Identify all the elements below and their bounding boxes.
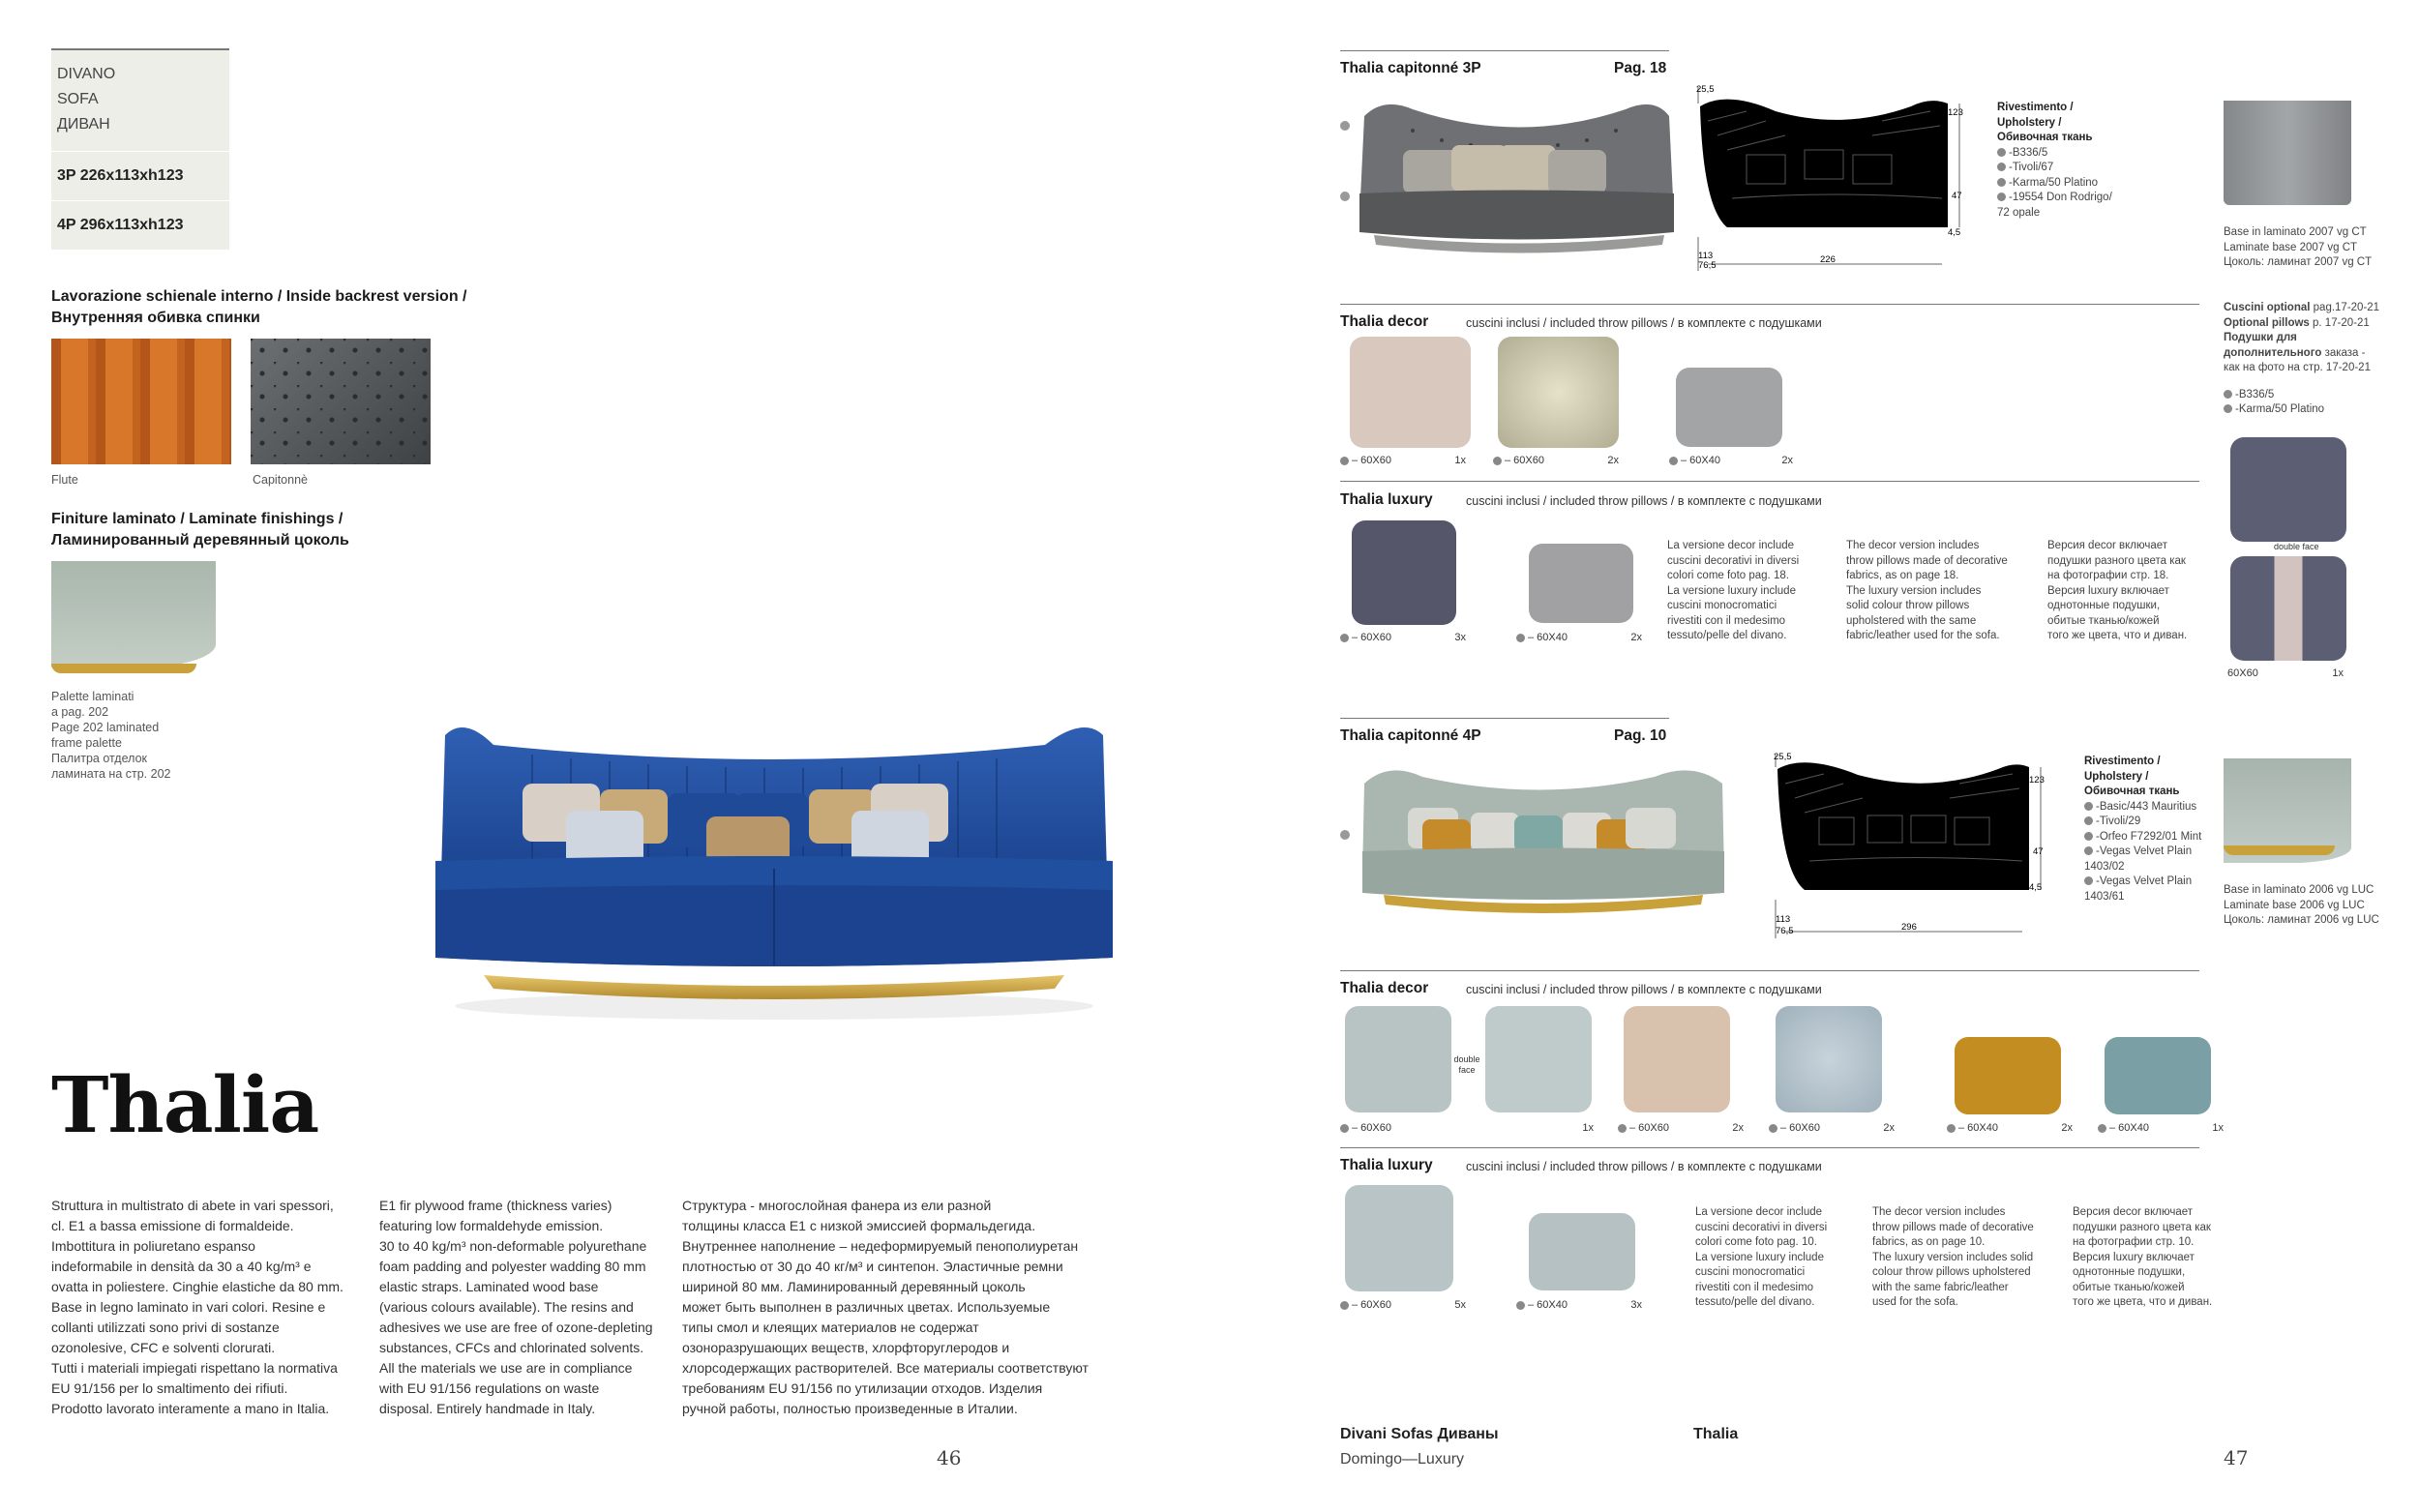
base-3p-caption [2224, 225, 2417, 271]
section-title-decor-3p: Thalia decor [1340, 313, 1429, 330]
opt-bold: дополнительного [2224, 346, 2322, 359]
info-line: cuscini monocromatici [1667, 600, 1777, 611]
pillow-image [1529, 544, 1633, 623]
text-line: collanti utilizzati sono privi di sostanze [51, 1319, 280, 1335]
footer-product: Thalia [1693, 1426, 1739, 1442]
info-line: The decor version includes [1872, 1206, 2006, 1218]
base-caption-line: Цоколь: ламинат 2007 vg CT [2224, 256, 2373, 268]
pillow-image [1624, 1006, 1730, 1112]
footer-line: Domingo—Luxury [1340, 1451, 1465, 1468]
text-line: может быть выполнен в различных цветах. Используемые [682, 1299, 1051, 1315]
dim-3p: 3P 226x113xh123 [51, 151, 229, 200]
thalia-sofa-photo [426, 716, 1122, 1025]
opt-text: pag.17-20-21 [2310, 302, 2380, 313]
text-line: foam padding and polyester wadding 80 mm [379, 1259, 646, 1274]
text-line: EU 91/156 per lo smaltimento dei rifiuti. [51, 1380, 288, 1396]
pillow-image [1345, 1006, 1451, 1112]
fabric-item: -Vegas Velvet Plain [2096, 875, 2193, 887]
dim-label: 113 [1698, 251, 1714, 261]
pillow-size: – 60X40 [1528, 1299, 1568, 1311]
type-it: DIVANO [57, 66, 116, 82]
flute-swatch [51, 339, 231, 464]
caption-line: frame palette [51, 736, 122, 750]
info-line: fabrics, as on page 10. [1872, 1236, 1986, 1248]
pillow-marker-icon [1947, 1124, 1956, 1133]
pillow-marker-icon [1516, 634, 1525, 642]
info-line: однотонные подушки, [2047, 600, 2161, 611]
pillow-size: – 60X60 [1629, 1122, 1669, 1134]
text-line: Tutti i materiali impiegati rispettano la normativa [51, 1360, 338, 1376]
laminate-heading-line2: Ламинированный деревянный цоколь [51, 532, 349, 548]
caption-line: Page 202 laminated [51, 721, 160, 734]
info-line: The luxury version includes [1846, 584, 1982, 597]
pillow-spec [1340, 455, 1466, 466]
info-line: used for the sofa. [1872, 1296, 1958, 1308]
fabric-item: -Vegas Velvet Plain [2096, 845, 2193, 857]
text-line: шириной 80 мм. Ламинированный деревянный цоколь [682, 1279, 1026, 1294]
dim-label: 113 [1776, 914, 1791, 925]
version-info-ru-4p [2073, 1205, 2247, 1311]
uph-title: Upholstery / [2084, 770, 2149, 783]
info-line: with the same fabric/leather [1872, 1281, 2009, 1293]
pillow-marker-icon [1340, 1124, 1349, 1133]
section-title-4p: Thalia capitonné 4P [1340, 727, 1481, 744]
pillow-image [1529, 1213, 1635, 1290]
fabric-marker-icon [2224, 404, 2232, 413]
info-line: того же цвета, что и диван. [2073, 1296, 2213, 1308]
sofa-4p-drawing [1766, 750, 2056, 943]
info-line: cuscini decorativi in diversi [1695, 1221, 1828, 1233]
info-line: Версия luxury включает [2073, 1251, 2195, 1263]
pillow-size: 60X60 [2227, 667, 2258, 679]
fabric-item: -Orfeo F7292/01 Mint [2096, 830, 2202, 843]
luxury-note-3p: cuscini inclusi / included throw pillows / в комплекте с подушками [1466, 494, 1822, 508]
optional-pillows-note [2224, 301, 2417, 418]
decor-note-4p: cuscini inclusi / included throw pillows / в комплекте с подушками [1466, 983, 1822, 996]
pillow-size: – 60X60 [1352, 1299, 1391, 1311]
laminate-heading-line1: Finiture laminato / Laminate finishings / [51, 511, 343, 527]
version-info-en-3p [1846, 539, 2040, 644]
pillow-image [1352, 520, 1456, 625]
pillow-qty: 2x [1607, 455, 1619, 466]
uph-title: Обивочная ткань [2084, 786, 2180, 797]
pillow-marker-icon [2098, 1124, 2106, 1133]
pillow-qty: 1x [1582, 1122, 1594, 1134]
pillow-image [1955, 1037, 2061, 1114]
dim-label: 296 [1901, 922, 1917, 933]
section-title-luxury-3p: Thalia luxury [1340, 491, 1433, 508]
base-4p-caption [2224, 883, 2417, 929]
text-line: All the materials we use are in compliance [379, 1360, 633, 1376]
text-line: indeformabile in densità da 30 a 40 kg/m³ e [51, 1259, 312, 1274]
text-line: озоноразрушающих веществ, хлорфторуглеродов и [682, 1340, 1010, 1355]
dim-label: 123 [2029, 775, 2045, 786]
pillow-image [1350, 337, 1471, 448]
section-title-decor-4p: Thalia decor [1340, 980, 1429, 996]
version-info-en-4p [1872, 1205, 2066, 1311]
text-line: (various colours available). The resins and [379, 1299, 634, 1315]
pillow-spec [1769, 1122, 1895, 1134]
opt-bold: Подушки для [2224, 332, 2297, 343]
product-title: Thalia [51, 1059, 319, 1150]
pillow-spec [1516, 632, 1642, 643]
info-line: cuscini monocromatici [1695, 1266, 1806, 1278]
text-line: типы смол и клеящих материалов не содержат [682, 1319, 979, 1335]
text-line: Структура - многослойная фанера из ели разной [682, 1198, 992, 1213]
info-line: rivestiti con il medesimo [1667, 614, 1786, 627]
text-line: Struttura in multistrato di abete in vari spessori, [51, 1198, 334, 1213]
dim-label: 4,5 [1948, 227, 1961, 238]
info-line: The luxury version includes solid [1872, 1251, 2034, 1263]
pillow-qty: 2x [1732, 1122, 1744, 1134]
laminate-caption [51, 689, 170, 782]
capitonne-caption: Capitonnè [253, 473, 308, 487]
uph-title: Rivestimento / [1997, 102, 2074, 113]
fabric-marker-icon [2084, 802, 2093, 811]
base-3p-image [2224, 101, 2351, 205]
info-line: обитые тканью/кожей [2073, 1281, 2185, 1293]
pillow-size: – 60X40 [1528, 632, 1568, 643]
pillow-size: – 60X60 [1505, 455, 1544, 466]
pillow-marker-icon [1516, 1301, 1525, 1310]
backrest-heading [51, 286, 466, 329]
double-face-label [1451, 1054, 1482, 1076]
pillow-image [1498, 337, 1619, 448]
text-line: Внутреннее наполнение – недеформируемый пенополиуретан [682, 1238, 1079, 1254]
text-line: ручной работы, полностью произведенные в Италии. [682, 1401, 1018, 1416]
pillow-size: – 60X40 [2109, 1122, 2149, 1134]
opt-text: заказа - [2321, 346, 2366, 359]
caption-line: Palette laminati [51, 690, 134, 703]
page-ref-4p: Pag. 10 [1614, 727, 1667, 744]
pillow-image [2105, 1037, 2211, 1114]
caption-line: ламината на стр. 202 [51, 767, 171, 781]
dim-label: 76,5 [1776, 926, 1794, 936]
sofa-4p-photo [1335, 759, 1732, 924]
backrest-heading-line1: Lavorazione schienale interno / Inside backrest version / [51, 288, 467, 305]
pillow-marker-icon [1493, 457, 1502, 465]
divider [1340, 304, 2199, 305]
pillow-qty: 2x [2061, 1122, 2073, 1134]
pillow-spec [1340, 1299, 1466, 1311]
fabric-marker-icon [2084, 832, 2093, 841]
pillow-qty: 2x [1630, 632, 1642, 643]
pillow-marker-icon [1769, 1124, 1777, 1133]
base-caption-line: Цоколь: ламинат 2006 vg LUC [2224, 914, 2379, 926]
fabric-item: -Karma/50 Platino [2235, 403, 2325, 415]
fabric-marker-icon [1997, 163, 2006, 171]
text-line: adhesives we use are free of ozone-depleting [379, 1319, 653, 1335]
info-line: rivestiti con il medesimo [1695, 1281, 1814, 1293]
pillow-spec [2098, 1122, 2224, 1134]
pillow-spec [1669, 455, 1793, 466]
fabric-item: -19554 Don Rodrigo/ [2009, 192, 2112, 203]
fabric-marker-icon [1997, 193, 2006, 201]
info-line: fabrics, as on page 18. [1846, 570, 1959, 581]
laminate-heading [51, 509, 349, 551]
info-line: La versione decor include [1667, 540, 1795, 551]
sofa-3p-drawing [1688, 82, 1979, 276]
pillow-spec [1947, 1122, 2073, 1134]
info-line: colour throw pillows upholstered [1872, 1266, 2031, 1278]
text-line: Imbottitura in poliuretano espanso [51, 1238, 255, 1254]
fabric-marker-icon [2084, 846, 2093, 855]
description-it [51, 1196, 371, 1419]
upholstery-4p [2084, 755, 2229, 904]
opt-text: p. 17-20-21 [2309, 316, 2370, 329]
capitonne-swatch [251, 339, 431, 464]
pillow-spec [1493, 455, 1619, 466]
version-info-it-4p [1695, 1205, 1869, 1311]
text-line: disposal. Entirely handmade in Italy. [379, 1401, 596, 1416]
fabric-item: -Tivoli/29 [2096, 815, 2141, 827]
fabric-marker-icon [1997, 148, 2006, 157]
fabric-marker-icon [2084, 876, 2093, 885]
info-line: на фотографии стр. 18. [2047, 570, 2169, 581]
pillow-size: – 60X60 [1352, 455, 1391, 466]
uph-title: Обивочная ткань [1997, 132, 2093, 143]
fabric-item: 72 opale [1997, 206, 2041, 219]
info-line: throw pillows made of decorative [1872, 1221, 2034, 1233]
pillow-image [1776, 1006, 1882, 1112]
fabric-item: -Tivoli/67 [2009, 162, 2054, 173]
pillow-image [1485, 1006, 1592, 1112]
version-info-ru-3p [2047, 539, 2222, 644]
double-face-line: double [1453, 1054, 1480, 1064]
fabric-item: -B336/5 [2235, 388, 2275, 400]
opt-bold: Optional pillows [2224, 316, 2310, 329]
description-ru [682, 1196, 1137, 1419]
double-face-line: face [1458, 1065, 1476, 1075]
pillow-marker-icon [1669, 457, 1678, 465]
product-type-names [51, 50, 229, 137]
text-line: 30 to 40 kg/m³ non-deformable polyurethane [379, 1238, 647, 1254]
fabric-item: -B336/5 [2009, 146, 2048, 159]
info-line: обитые тканью/кожей [2047, 614, 2160, 627]
pillow-marker-icon [1340, 457, 1349, 465]
info-line: solid colour throw pillows [1846, 600, 1970, 611]
text-line: Base in legno laminato in vari colori. Resine e [51, 1299, 326, 1315]
pillow-spec [1516, 1299, 1642, 1311]
pillow-image [2230, 437, 2346, 542]
info-line: fabric/leather used for the sofa. [1846, 630, 2000, 641]
info-line: colori come foto pag. 18. [1667, 570, 1789, 581]
flute-caption: Flute [51, 473, 78, 487]
dim-label: 47 [1952, 191, 1962, 201]
base-caption-line: Base in laminato 2007 vg CT [2224, 226, 2367, 238]
dim-4p: 4P 296x113xh123 [51, 200, 229, 250]
footer-collection: Divani Sofas Диваны [1340, 1426, 1499, 1442]
info-line: tessuto/pelle del divano. [1695, 1296, 1815, 1308]
info-line: Версия decor включает [2073, 1206, 2194, 1218]
info-line: La versione luxury include [1695, 1251, 1824, 1263]
pillow-qty: 2x [1883, 1122, 1895, 1134]
pillow-size: – 60X40 [1681, 455, 1720, 466]
uph-title: Rivestimento / [2084, 756, 2161, 767]
base-4p-gold-trim [2224, 845, 2335, 855]
text-line: требованиям EU 91/156 по утилизации отходов. Изделия [682, 1380, 1043, 1396]
info-line: colori come foto pag. 10. [1695, 1236, 1817, 1248]
text-line: хлорсодержащих растворителей. Все материалы соответствуют [682, 1360, 1089, 1376]
info-line: Версия decor включает [2047, 540, 2168, 551]
dim-label: 25,5 [1774, 752, 1792, 762]
dimensions-box [51, 48, 229, 250]
fabric-marker-icon [1997, 178, 2006, 187]
type-ru: ДИВАН [57, 116, 110, 133]
info-line: однотонные подушки, [2073, 1266, 2186, 1278]
luxury-note-4p: cuscini inclusi / included throw pillows / в комплекте с подушками [1466, 1160, 1822, 1173]
text-line: elastic straps. Laminated wood base [379, 1279, 599, 1294]
dim-label: 226 [1820, 254, 1836, 265]
info-line: Версия luxury включает [2047, 584, 2169, 597]
info-line: The decor version includes [1846, 540, 1980, 551]
pillow-spec [2227, 667, 2344, 679]
info-line: cuscini decorativi in diversi [1667, 554, 1800, 567]
dim-label: 47 [2033, 846, 2044, 857]
description-en [379, 1196, 679, 1419]
dim-label: 4,5 [2029, 882, 2043, 893]
fabric-marker-icon [2224, 390, 2232, 399]
pillow-image [2230, 556, 2346, 661]
page-number-left: 46 [937, 1446, 962, 1469]
pillow-image [1676, 368, 1782, 447]
pillow-size: – 60X60 [1352, 632, 1391, 643]
divider [1340, 1147, 2199, 1148]
pillow-qty: 3x [1630, 1299, 1642, 1311]
pillow-qty: 2x [1781, 455, 1793, 466]
fabric-marker-icon [2084, 816, 2093, 825]
pillow-marker-icon [1340, 1301, 1349, 1310]
pillow-spec [1340, 1122, 1594, 1134]
page-ref-3p: Pag. 18 [1614, 60, 1667, 76]
uph-title: Upholstery / [1997, 116, 2062, 129]
info-line: того же цвета, что и диван. [2047, 630, 2188, 641]
text-line: substances, CFCs and chlorinated solvents. [379, 1340, 644, 1355]
divider [1340, 718, 1669, 719]
pillow-qty: 1x [1454, 455, 1466, 466]
fabric-item: -Karma/50 Platino [2009, 176, 2099, 189]
pillow-size: – 60X60 [1352, 1122, 1391, 1134]
pillow-marker-icon [1340, 634, 1349, 642]
info-line: подушки разного цвета как [2073, 1221, 2211, 1233]
pillow-qty: 5x [1454, 1299, 1466, 1311]
info-line: La versione decor include [1695, 1206, 1823, 1218]
fabric-item: 1403/02 [2084, 860, 2125, 873]
info-line: подушки разного цвета как [2047, 554, 2186, 567]
text-line: толщины класса E1 с низкой эмиссией формальдегида. [682, 1218, 1036, 1233]
text-line: cl. E1 a bassa emissione di formaldeide. [51, 1218, 294, 1233]
pillow-qty: 1x [2332, 667, 2344, 679]
text-line: Prodotto lavorato interamente a mano in Italia. [51, 1401, 330, 1416]
upholstery-3p [1997, 101, 2152, 221]
text-line: E1 fir plywood frame (thickness varies) [379, 1198, 612, 1213]
pillow-spec [1340, 632, 1466, 643]
pillow-size: – 60X40 [1958, 1122, 1998, 1134]
info-line: upholstered with the same [1846, 614, 1977, 627]
section-title-3p: Thalia capitonné 3P [1340, 60, 1481, 76]
base-caption-line: Base in laminato 2006 vg LUC [2224, 884, 2374, 896]
decor-note-3p: cuscini inclusi / included throw pillows / в комплекте с подушками [1466, 316, 1822, 330]
divider [1340, 50, 1669, 51]
fabric-item: 1403/61 [2084, 890, 2125, 903]
info-line: tessuto/pelle del divano. [1667, 630, 1787, 641]
text-line: featuring low formaldehyde emission. [379, 1218, 604, 1233]
info-line: throw pillows made of decorative [1846, 554, 2008, 567]
divider [1340, 970, 2199, 971]
section-title-luxury-4p: Thalia luxury [1340, 1157, 1433, 1173]
base-caption-line: Laminate base 2007 vg CT [2224, 241, 2358, 253]
pillow-qty: 3x [1454, 632, 1466, 643]
sofa-3p-photo [1335, 92, 1684, 266]
page-number-right: 47 [2224, 1446, 2249, 1469]
info-line: La versione luxury include [1667, 584, 1796, 597]
text-line: with EU 91/156 regulations on waste [379, 1380, 600, 1396]
caption-line: a pag. 202 [51, 705, 109, 719]
pillow-size: – 60X60 [1780, 1122, 1820, 1134]
text-line: плотностью от 30 до 40 кг/м³ и синтепон. Эластичные ремни [682, 1259, 1063, 1274]
backrest-heading-line2: Внутренняя обивка спинки [51, 310, 260, 326]
version-info-it-3p [1667, 539, 1841, 644]
base-caption-line: Laminate base 2006 vg LUC [2224, 899, 2365, 911]
fabric-item: -Basic/443 Mauritius [2096, 800, 2197, 813]
opt-bold: Cuscini optional [2224, 302, 2311, 313]
text-line: ovatta in poliestere. Cinghie elastiche da 80 mm. [51, 1279, 343, 1294]
dim-label: 25,5 [1696, 84, 1715, 95]
text-line: ozonolesive, CFC e solventi clorurati. [51, 1340, 276, 1355]
info-line: на фотографии стр. 10. [2073, 1236, 2195, 1248]
dim-label: 76,5 [1698, 260, 1717, 271]
pillow-marker-icon [1618, 1124, 1627, 1133]
divider [1340, 481, 2199, 482]
pillow-spec [1618, 1122, 1744, 1134]
pillow-qty: 1x [2212, 1122, 2224, 1134]
opt-text: как на фото на стр. 17-20-21 [2224, 362, 2371, 373]
dim-label: 123 [1948, 107, 1963, 118]
double-face-label: double face [2274, 542, 2319, 551]
type-en: SOFA [57, 91, 99, 107]
pillow-image [1345, 1185, 1453, 1291]
caption-line: Палитра отделок [51, 752, 147, 765]
laminate-swatch [51, 561, 216, 667]
